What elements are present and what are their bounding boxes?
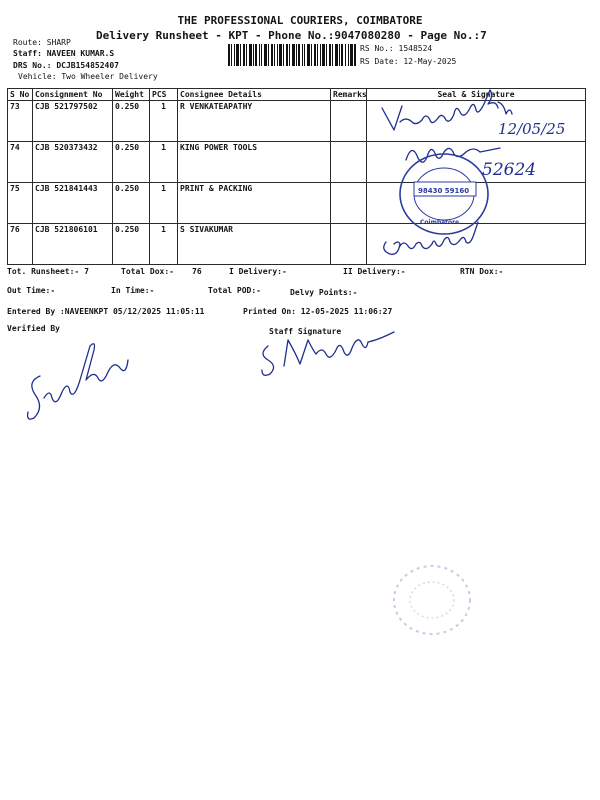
stamp-phone: 98430 59160 [418, 187, 470, 195]
handwritten-signature-row76 [378, 226, 498, 262]
cell-consignee: PRINT & PACKING [178, 183, 331, 224]
handwritten-number: 52624 [482, 160, 537, 180]
stamp-city: Coimbatore [420, 219, 460, 226]
cell-consignee: S SIVAKUMAR [178, 224, 331, 265]
cell-sno: 75 [8, 183, 33, 224]
header-sno: S No [8, 89, 33, 101]
header-pcs: PCS [150, 89, 178, 101]
staff-label: Staff: NAVEEN KUMAR.S [13, 49, 115, 58]
cell-sno: 76 [8, 224, 33, 265]
total-pod: Total POD:- [208, 286, 261, 295]
cell-pcs: 1 [150, 224, 178, 265]
cell-consignment: CJB 520373432 [33, 142, 113, 183]
barcode-image [228, 44, 356, 66]
cell-pcs: 1 [150, 142, 178, 183]
cell-pcs: 1 [150, 101, 178, 142]
total-dox-label: Total Dox:- [121, 267, 174, 276]
rs-date: RS Date: 12-May-2025 [360, 57, 457, 66]
cell-weight: 0.250 [113, 101, 150, 142]
cell-weight: 0.250 [113, 142, 150, 183]
company-title: THE PROFESSIONAL COURIERS, COIMBATORE [177, 14, 423, 27]
cell-consignment: CJB 521841443 [33, 183, 113, 224]
rtn-dox: RTN Dox:- [460, 267, 504, 276]
verified-by-signature [24, 336, 144, 426]
header-consignment: Consignment No [33, 89, 113, 101]
route-label: Route: SHARP [13, 38, 71, 47]
cell-sno: 74 [8, 142, 33, 183]
faint-stamp-impression [388, 560, 478, 640]
cell-consignment: CJB 521806101 [33, 224, 113, 265]
i-delivery: I Delivery:- [229, 267, 287, 276]
entered-by: Entered By :NAVEENKPT 05/12/2025 11:05:11 [7, 307, 205, 316]
header-weight: Weight [113, 89, 150, 101]
cell-remarks [331, 101, 367, 142]
cell-consignee: KING POWER TOOLS [178, 142, 331, 183]
out-time: Out Time:- [7, 286, 56, 295]
verified-by-label: Verified By [7, 324, 60, 333]
drs-number: DRS No.: DCJB154852407 [13, 61, 119, 70]
handwritten-date: 12/05/25 [498, 120, 566, 138]
staff-signature-handwritten [254, 336, 394, 380]
ii-delivery: II Delivery:- [343, 267, 406, 276]
tot-runsheet: Tot. Runsheet:- 7 [7, 267, 89, 276]
cell-pcs: 1 [150, 183, 178, 224]
cell-remarks [331, 142, 367, 183]
table-row [8, 224, 586, 265]
cell-weight: 0.250 [113, 183, 150, 224]
cell-consignee: R VENKATEAPATHY [178, 101, 331, 142]
rs-number: RS No.: 1548524 [360, 44, 433, 53]
header-consignee: Consignee Details [178, 89, 331, 101]
printed-on: Printed On: 12-05-2025 11:06:27 [243, 307, 393, 316]
delvy-points: Delvy Points:- [290, 288, 358, 297]
cell-weight: 0.250 [113, 224, 150, 265]
staff-signature-label: Staff Signature [269, 327, 342, 336]
total-dox-value: 76 [192, 267, 202, 276]
cell-consignment: CJB 521797502 [33, 101, 113, 142]
vehicle-label: Vehicle: Two Wheeler Delivery [18, 72, 158, 81]
table-row [8, 183, 586, 224]
in-time: In Time:- [111, 286, 155, 295]
header-seal-signature: Seal & Signature [367, 89, 586, 101]
runsheet-subtitle: Delivery Runsheet - KPT - Phone No.:9047080280 - Page No.:7 [96, 29, 487, 42]
cell-remarks [331, 224, 367, 265]
cell-remarks [331, 183, 367, 224]
header-remarks: Remarks [331, 89, 367, 101]
cell-sno: 73 [8, 101, 33, 142]
